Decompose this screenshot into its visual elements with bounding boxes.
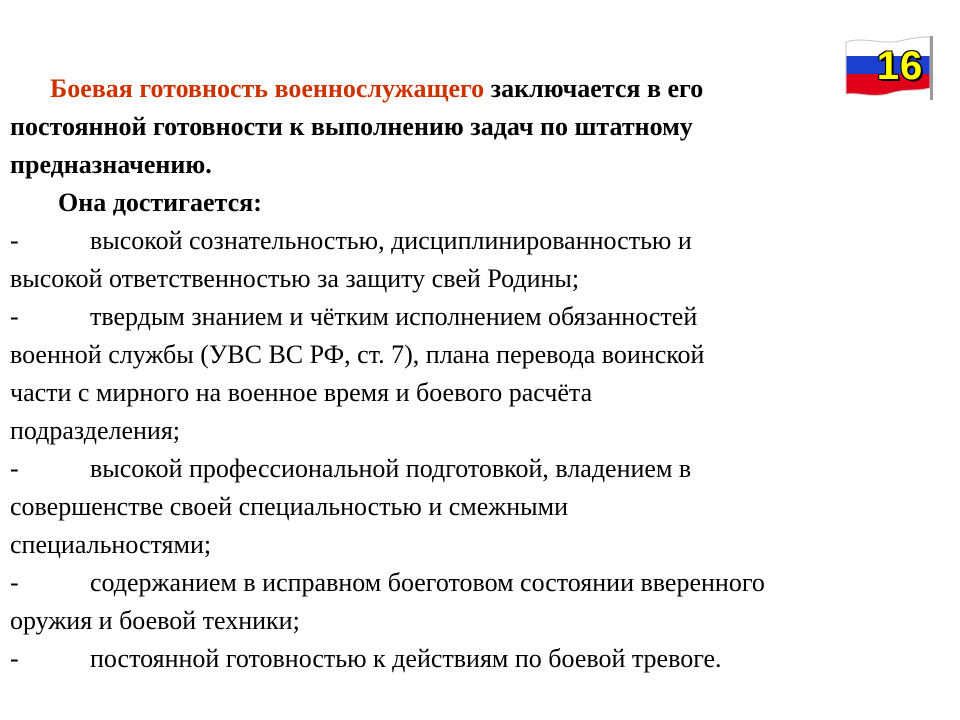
list-item-3-first-line [10, 450, 830, 488]
list-item-2-first-line [10, 298, 830, 336]
list-item-text: высокой сознательностью, дисциплинированностью и [90, 226, 692, 255]
intro-highlight: Боевая готовность военнослужащего [50, 74, 485, 103]
list-item-2-continuation: части с мирного на военное время и боевого расчёта [10, 378, 593, 407]
slide-number: 16 [876, 44, 924, 88]
list-item-4-first-line [10, 564, 830, 602]
list-item-text: твердым знанием и чётким исполнением обязанностей [90, 302, 698, 331]
list-item-text: высокой профессиональной подготовкой, владением в [90, 454, 692, 483]
russian-flag-badge [844, 36, 934, 100]
list-item-text: содержанием в исправном боеготовом состоянии вверенного [90, 568, 765, 597]
list-item-3-continuation: совершенстве своей специальностью и смежными [10, 492, 568, 521]
slide-body [10, 70, 830, 678]
list-item-1-continuation: высокой ответственностью за защиту свей Родины; [10, 264, 580, 293]
bullet-dash: - [10, 644, 19, 673]
list-item-4-continuation: оружия и боевой техники; [10, 606, 300, 635]
list-item-3-continuation: специальностями; [10, 530, 212, 559]
bullet-dash: - [10, 226, 19, 255]
list-item-1-first-line [10, 222, 830, 260]
list-item-2-continuation: подразделения; [10, 416, 181, 445]
list-item-5-first-line [10, 640, 830, 678]
bullet-dash: - [10, 568, 19, 597]
intro-line-1 [10, 70, 830, 108]
intro-line-2: постоянной готовности к выполнению задач по штатному [10, 112, 693, 141]
bullet-dash: - [10, 302, 19, 331]
intro-line-1-rest: заключается в его [484, 74, 704, 103]
subheading: Она достигается: [58, 188, 262, 217]
list-item-text: постоянной готовностью к действиям по боевой тревоге. [90, 644, 722, 673]
intro-line-3: предназначению. [10, 150, 212, 179]
list-item-2-continuation: военной службы (УВС ВС РФ, ст. 7), плана перевода воинской [10, 340, 705, 369]
bullet-dash: - [10, 454, 19, 483]
